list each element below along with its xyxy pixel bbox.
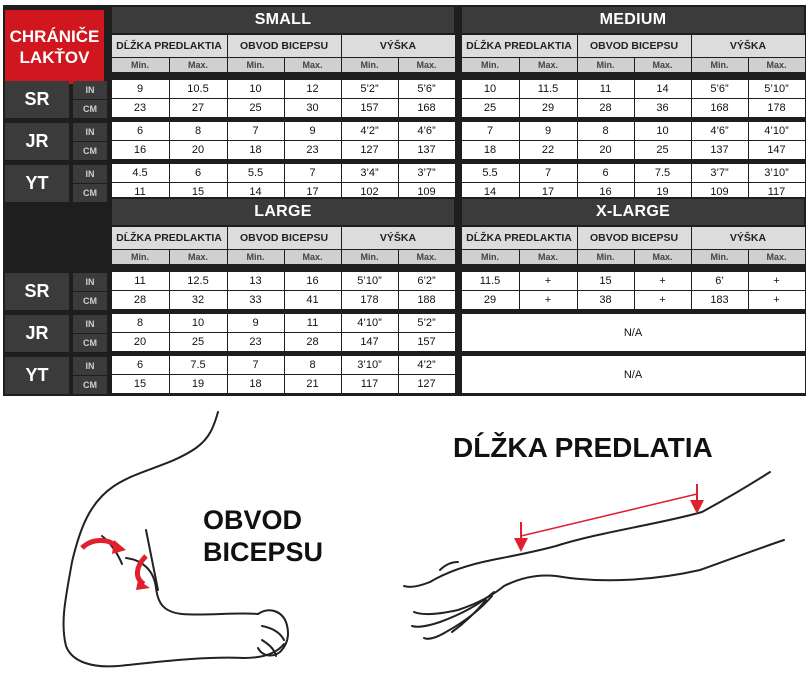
minmax-label: Max.	[284, 58, 341, 73]
table-cell: 6’	[691, 272, 748, 291]
minmax-label: Max.	[284, 250, 341, 265]
table-cell: 10	[169, 314, 227, 333]
unit-label: CM	[73, 376, 107, 394]
table-cell: 8	[284, 356, 341, 375]
table-cell: 38	[577, 291, 634, 310]
table-cell: 11	[577, 80, 634, 99]
table-cell: 11.5	[461, 272, 519, 291]
table-cell: 18	[227, 375, 284, 394]
table-cell: 17	[519, 183, 577, 202]
unit-label: IN	[73, 273, 107, 291]
minmax-label: Min.	[577, 250, 634, 265]
table-cell: 15	[111, 375, 169, 394]
table-cell: 7	[227, 122, 284, 141]
size-title: SMALL	[111, 6, 455, 34]
table-cell: 14	[461, 183, 519, 202]
arm-forearm-measure-icon	[404, 472, 784, 639]
table-cell: 6	[111, 356, 169, 375]
table-cell: 25	[227, 99, 284, 118]
table-cell: +	[634, 291, 691, 310]
minmax-label: Min.	[461, 58, 519, 73]
unit-label: IN	[73, 165, 107, 183]
table-cell: 6’2”	[398, 272, 455, 291]
category-header: OBVOD BICEPSU	[227, 34, 341, 58]
table-cell: 157	[398, 333, 455, 352]
category-header: VÝŠKA	[691, 34, 805, 58]
minmax-label: Min.	[341, 250, 398, 265]
table-cell: 4’10”	[341, 314, 398, 333]
measurement-illustrations	[0, 400, 809, 689]
table-cell: 7.5	[634, 164, 691, 183]
table-cell: 13	[227, 272, 284, 291]
category-header: DĹŽKA PREDLAKTIA	[461, 34, 577, 58]
table-cell: 168	[398, 99, 455, 118]
table-cell: 7	[284, 164, 341, 183]
table-cell: 4’2”	[398, 356, 455, 375]
table-cell: 23	[227, 333, 284, 352]
level-label: SR	[5, 273, 69, 310]
minmax-label: Min.	[111, 58, 169, 73]
table-cell: 12	[284, 80, 341, 99]
table-cell: 20	[169, 141, 227, 160]
na-cell: N/A	[461, 356, 805, 394]
table-cell: 16	[577, 183, 634, 202]
table-cell: 10	[634, 122, 691, 141]
table-cell: 5’2”	[341, 80, 398, 99]
category-header: DĹŽKA PREDLAKTIA	[111, 226, 227, 250]
table-cell: 137	[398, 141, 455, 160]
table-cell: 14	[634, 80, 691, 99]
table-cell: 127	[398, 375, 455, 394]
unit-label: IN	[73, 357, 107, 375]
table-cell: 21	[284, 375, 341, 394]
table-cell: 127	[341, 141, 398, 160]
table-cell: 3’10”	[341, 356, 398, 375]
table-cell: 6	[169, 164, 227, 183]
table-cell: 178	[341, 291, 398, 310]
table-cell: 15	[169, 183, 227, 202]
table-cell: 36	[634, 99, 691, 118]
table-cell: 5.5	[461, 164, 519, 183]
table-cell: 18	[227, 141, 284, 160]
table-cell: 11.5	[519, 80, 577, 99]
table-cell: 5’6”	[691, 80, 748, 99]
size-title: MEDIUM	[461, 6, 805, 34]
table-cell: 6	[111, 122, 169, 141]
table-cell: 178	[748, 99, 805, 118]
minmax-label: Min.	[227, 250, 284, 265]
table-cell: 109	[398, 183, 455, 202]
category-header: OBVOD BICEPSU	[227, 226, 341, 250]
table-cell: 3’10”	[748, 164, 805, 183]
table-cell: 8	[111, 314, 169, 333]
table-cell: 9	[111, 80, 169, 99]
size-chart	[3, 5, 806, 396]
table-cell: 20	[577, 141, 634, 160]
table-cell: 5.5	[227, 164, 284, 183]
table-cell: 4’6”	[691, 122, 748, 141]
minmax-label: Max.	[169, 58, 227, 73]
table-cell: 25	[634, 141, 691, 160]
table-cell: 7	[461, 122, 519, 141]
brand-label: CHRÁNIČE LAKŤOV	[5, 10, 104, 84]
table-cell: 168	[691, 99, 748, 118]
table-cell: 30	[284, 99, 341, 118]
table-cell: 8	[577, 122, 634, 141]
table-cell: 4.5	[111, 164, 169, 183]
unit-label: CM	[73, 100, 107, 118]
table-cell: 8	[169, 122, 227, 141]
table-cell: 28	[577, 99, 634, 118]
table-cell: 137	[691, 141, 748, 160]
category-header: VÝŠKA	[691, 226, 805, 250]
table-cell: 41	[284, 291, 341, 310]
minmax-label: Min.	[341, 58, 398, 73]
unit-label: CM	[73, 184, 107, 202]
unit-label: CM	[73, 292, 107, 310]
table-cell: +	[748, 272, 805, 291]
table-cell: 27	[169, 99, 227, 118]
level-label: JR	[5, 123, 69, 160]
category-header: OBVOD BICEPSU	[577, 34, 691, 58]
table-cell: 23	[284, 141, 341, 160]
table-cell: 5’6”	[398, 80, 455, 99]
minmax-label: Max.	[519, 58, 577, 73]
table-cell: 7.5	[169, 356, 227, 375]
size-table	[110, 197, 806, 394]
table-cell: 109	[691, 183, 748, 202]
table-cell: 102	[341, 183, 398, 202]
row-labels	[3, 5, 108, 396]
table-cell: 33	[227, 291, 284, 310]
table-cell: 7	[227, 356, 284, 375]
size-table	[110, 5, 806, 202]
table-cell: 3’7”	[691, 164, 748, 183]
table-cell: 117	[341, 375, 398, 394]
table-cell: 14	[227, 183, 284, 202]
table-cell: 9	[284, 122, 341, 141]
table-cell: 25	[169, 333, 227, 352]
table-cell: 183	[691, 291, 748, 310]
table-cell: 28	[284, 333, 341, 352]
table-cell: 11	[111, 272, 169, 291]
table-cell: 28	[111, 291, 169, 310]
na-cell: N/A	[461, 314, 805, 352]
table-cell: 4’10”	[748, 122, 805, 141]
table-cell: 117	[748, 183, 805, 202]
table-cell: 188	[398, 291, 455, 310]
level-label: SR	[5, 81, 69, 118]
minmax-label: Max.	[634, 58, 691, 73]
table-cell: 22	[519, 141, 577, 160]
category-header: DĹŽKA PREDLAKTIA	[111, 34, 227, 58]
table-cell: 7	[519, 164, 577, 183]
table-cell: 5’2”	[398, 314, 455, 333]
table-cell: 147	[341, 333, 398, 352]
bicep-caption: OBVOD BICEPSU	[203, 505, 324, 567]
category-header: VÝŠKA	[341, 226, 455, 250]
table-cell: 10	[461, 80, 519, 99]
table-cell: 4’2”	[341, 122, 398, 141]
unit-label: CM	[73, 142, 107, 160]
forearm-caption: DĹŽKA PREDLATIA	[453, 432, 713, 463]
level-label: JR	[5, 315, 69, 352]
table-cell: 17	[284, 183, 341, 202]
column-gap	[455, 375, 461, 394]
category-header: OBVOD BICEPSU	[577, 226, 691, 250]
size-title: X-LARGE	[461, 198, 805, 226]
table-cell: 9	[227, 314, 284, 333]
table-cell: 16	[284, 272, 341, 291]
table-cell: 5’10”	[748, 80, 805, 99]
minmax-label: Min.	[577, 58, 634, 73]
table-cell: 29	[461, 291, 519, 310]
unit-label: IN	[73, 315, 107, 333]
unit-label: IN	[73, 81, 107, 99]
table-cell: 10	[227, 80, 284, 99]
level-label: YT	[5, 357, 69, 394]
size-title: LARGE	[111, 198, 455, 226]
unit-label: CM	[73, 334, 107, 352]
table-cell: 4’6”	[398, 122, 455, 141]
unit-label: IN	[73, 123, 107, 141]
minmax-label: Max.	[748, 250, 805, 265]
table-cell: +	[519, 272, 577, 291]
minmax-label: Min.	[461, 250, 519, 265]
table-cell: 157	[341, 99, 398, 118]
minmax-label: Min.	[227, 58, 284, 73]
category-header: DĹŽKA PREDLAKTIA	[461, 226, 577, 250]
table-cell: 10.5	[169, 80, 227, 99]
minmax-label: Min.	[691, 250, 748, 265]
table-cell: 15	[577, 272, 634, 291]
table-cell: 23	[111, 99, 169, 118]
minmax-label: Max.	[398, 58, 455, 73]
minmax-label: Max.	[169, 250, 227, 265]
minmax-label: Min.	[111, 250, 169, 265]
table-cell: 19	[634, 183, 691, 202]
minmax-label: Max.	[519, 250, 577, 265]
table-cell: 3’4”	[341, 164, 398, 183]
table-cell: +	[634, 272, 691, 291]
table-cell: +	[519, 291, 577, 310]
category-header: VÝŠKA	[341, 34, 455, 58]
table-cell: 9	[519, 122, 577, 141]
table-cell: 16	[111, 141, 169, 160]
level-label: YT	[5, 165, 69, 202]
minmax-label: Min.	[691, 58, 748, 73]
table-cell: 32	[169, 291, 227, 310]
minmax-label: Max.	[634, 250, 691, 265]
table-cell: 6	[577, 164, 634, 183]
table-cell: 25	[461, 99, 519, 118]
table-cell: 20	[111, 333, 169, 352]
column-gap	[455, 333, 461, 352]
bicep-arrow-icon	[82, 540, 150, 590]
minmax-label: Max.	[748, 58, 805, 73]
table-cell: 12.5	[169, 272, 227, 291]
table-cell: 11	[111, 183, 169, 202]
table-cell: 29	[519, 99, 577, 118]
minmax-label: Max.	[398, 250, 455, 265]
table-cell: 5’10”	[341, 272, 398, 291]
table-cell: +	[748, 291, 805, 310]
table-cell: 11	[284, 314, 341, 333]
table-cell: 3’7”	[398, 164, 455, 183]
table-cell: 147	[748, 141, 805, 160]
table-cell: 18	[461, 141, 519, 160]
table-cell: 19	[169, 375, 227, 394]
